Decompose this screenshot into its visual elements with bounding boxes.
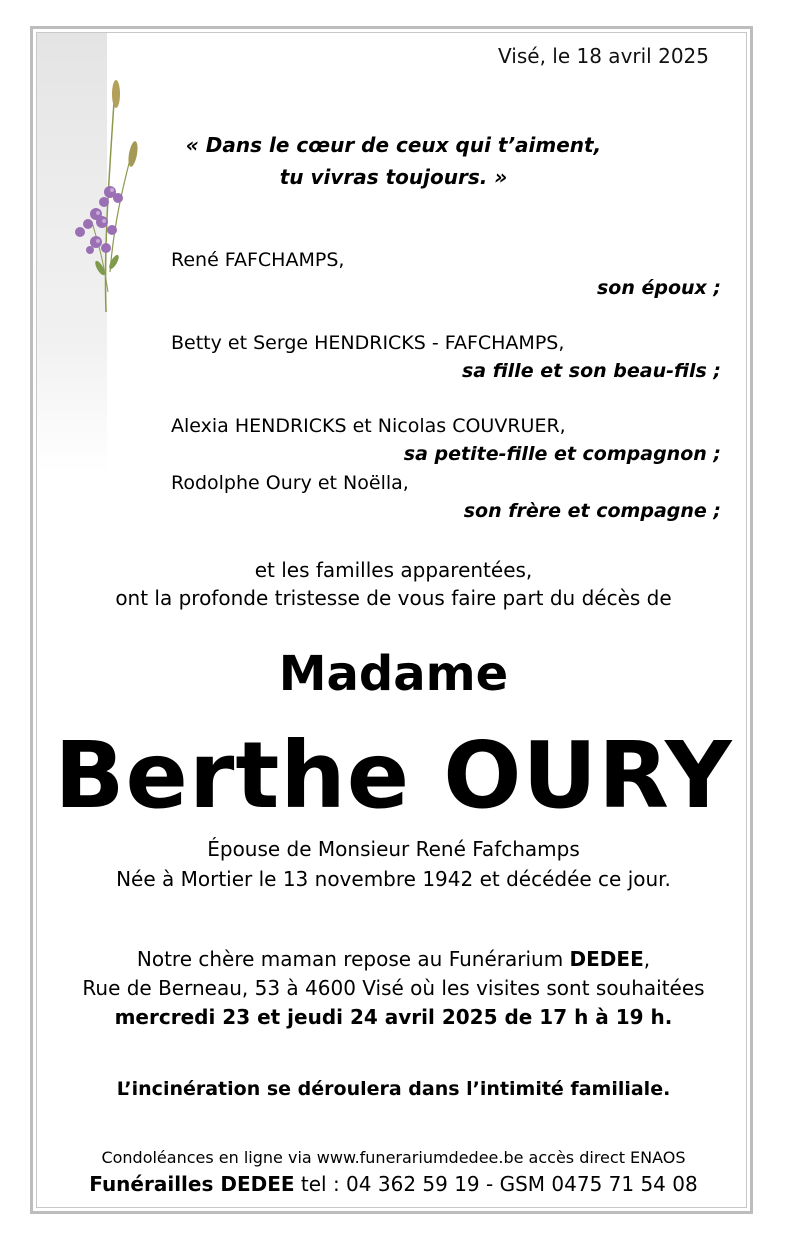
visits-line-1 <box>0 945 787 974</box>
quote-line-2: tu vivras toujours. » <box>279 165 508 189</box>
funeral-home-name: DEDEE <box>569 947 644 971</box>
cremation-notice: L’incinération se déroulera dans l’intimité familiale. <box>116 1078 671 1100</box>
spouse-line: Épouse de Monsieur René Fafchamps <box>207 837 580 861</box>
deceased-name: Berthe OURY <box>54 722 733 829</box>
deceased-title: Madame <box>278 646 509 702</box>
family-role-3: sa petite-fille et compagnon ; <box>403 443 721 465</box>
family-role-4: son frère et compagne ; <box>463 500 721 522</box>
place-date: Visé, le 18 avril 2025 <box>498 44 709 68</box>
announcement-line-1: et les familles apparentées, <box>254 558 533 582</box>
visits-line-3: mercredi 23 et jeudi 24 avril 2025 de 17 h à 19 h. <box>114 1005 673 1029</box>
visits-info <box>0 945 787 1032</box>
family-name-4: Rodolphe Oury et Noëlla, <box>171 472 409 494</box>
violet-flower-icon <box>66 72 146 322</box>
visits-line-2: Rue de Berneau, 53 à 4600 Visé où les visites sont souhaitées <box>82 976 705 1000</box>
company-name: Funérailles DEDEE <box>89 1172 295 1196</box>
visits-line-1-text: Notre chère maman repose au Funérarium <box>136 947 570 971</box>
phone-numbers: tel : 04 362 59 19 - GSM 0475 71 54 08 <box>294 1172 698 1196</box>
condolences-line: Condoléances en ligne via www.funerariumdedee.be accès direct ENAOS <box>101 1148 686 1167</box>
quote-line-1: « Dans le cœur de ceux qui t’aiment, <box>185 133 602 157</box>
birth-line: Née à Mortier le 13 novembre 1942 et décédée ce jour. <box>116 867 671 891</box>
announcement <box>0 556 787 612</box>
family-role-1: son époux ; <box>596 277 721 299</box>
family-role-2: sa fille et son beau-fils ; <box>461 360 721 382</box>
contact-line <box>0 1172 787 1196</box>
family-name-3: Alexia HENDRICKS et Nicolas COUVRUER, <box>171 415 566 437</box>
family-name-2: Betty et Serge HENDRICKS - FAFCHAMPS, <box>171 332 565 354</box>
announcement-line-2: ont la profonde tristesse de vous faire part du décès de <box>115 586 672 610</box>
family-name-1: René FAFCHAMPS, <box>171 249 345 271</box>
deceased-details <box>0 834 787 894</box>
visits-line-1-suffix: , <box>643 947 651 971</box>
